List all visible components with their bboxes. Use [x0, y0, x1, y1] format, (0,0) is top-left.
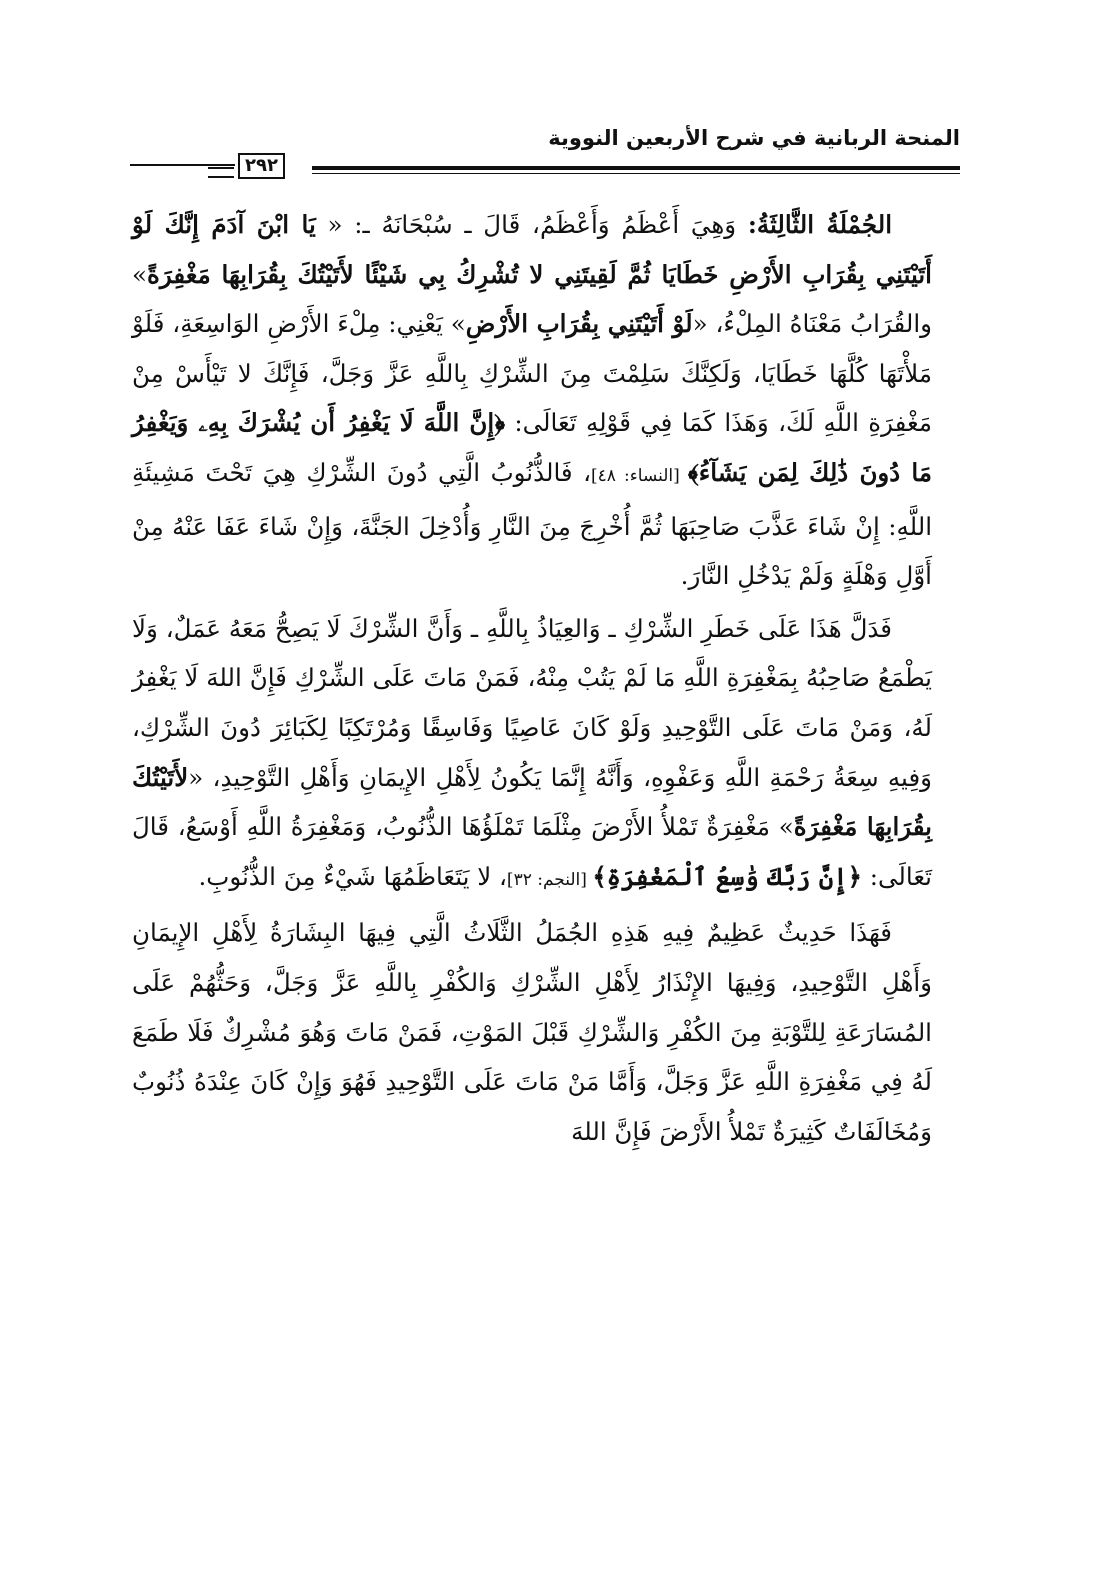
header-rule-short	[208, 167, 234, 178]
quran-verse: ﴿إِنَّ اللَّهَ لَا يَغْفِرُ أَن يُشْرَكَ بِهِۦ وَيَغْفِرُ مَا دُونَ ذَٰلِكَ لِمَن يَشَآءُ﴾	[132, 408, 932, 487]
paragraph-2	[132, 604, 932, 906]
text-run: وَهِيَ أَعْظَمُ وَأَعْظَمُ، قَالَ ـ سُبْحَانَهُ ـ: «	[315, 210, 748, 239]
verse-reference: [النجم: ٣٢]	[506, 869, 593, 890]
text-run: فَهَذَا حَدِيثٌ عَظِيمٌ فِيهِ هَذِهِ الجُمَلُ الثَّلَاثُ الَّتِي فِيهَا البِشَارَةُ لِأَهْلِ الإِيمَانِ وَأَهْلِ التَّوْحِيدِ، وَفِيهَا الإِنْذَارُ لِأَهْلِ الشِّرْكِ وَالكُفْرِ بِاللَّهِ عَزَّ وَجَلَّ، وَحَثُّهُمْ عَلَى المُسَارَعَةِ لِلتَّوْبَةِ مِنَ الكُفْرِ وَالشِّرْكِ قَبْلَ المَوْتِ، فَمَنْ مَاتَ وَهُوَ مُشْرِكٌ فَلَا طَمَعَ لَهُ فِي مَغْفِرَةِ اللَّهِ عَزَّ وَجَلَّ، وَأَمَّا مَنْ مَاتَ عَلَى التَّوْحِيدِ فَهُوَ وَإِنْ كَانَ عِنْدَهُ ذُنُوبٌ وَمُخَالَفَاتٌ كَثِيرَةٌ تَمْلأُ الأَرْضَ فَإِنَّ اللهَ	[132, 918, 932, 1146]
text-run: » مَغْفِرَةٌ تَمْلأُ الأَرْضَ مِثْلَمَا تَمْلَؤُهَا الذُّنُوبُ، وَمَغْفِرَةُ اللَّهِ أَوْسَعُ، قَالَ تَعَالَى:	[132, 812, 932, 891]
page-number: ٢٩٢	[238, 153, 285, 179]
page-body	[132, 200, 932, 1156]
section-heading: الجُمْلَةُ الثَّالِثَةُ:	[747, 210, 892, 239]
hadith-quote: لأَتَيْتُكَ بِقُرَابِهَا مَغْفِرَةً	[132, 762, 932, 842]
text-run: ، لا يَتَعَاظَمُهَا شَيْءٌ مِنَ الذُّنُوبِ.	[198, 861, 507, 891]
text-run: فَدَلَّ هَذَا عَلَى خَطَرِ الشِّرْكِ ـ وَالعِيَاذُ بِاللَّهِ ـ وَأَنَّ الشِّرْكَ لَا يَصِحُّ مَعَهُ عَمَلٌ، وَلَا يَطْمَعُ صَاحِبُهُ بِمَغْفِرَةِ اللَّهِ مَا لَمْ يَتُبْ مِنْهُ، فَمَنْ مَاتَ عَلَى الشِّرْكِ فَإِنَّ اللهَ لَا يَغْفِرُ لَهُ، وَمَنْ مَاتَ عَلَى التَّوْحِيدِ وَلَوْ كَانَ عَاصِيًا وَفَاسِقًا وَمُرْتَكِبًا لِكَبَائِرَ دُونَ الشِّرْكِ، وَفِيهِ سِعَةُ رَحْمَةِ اللَّهِ وَعَفْوِهِ، وَأَنَّهُ إِنَّمَا يَكُونُ لِأَهْلِ الإِيمَانِ وَأَهْلِ التَّوْحِيدِ، «	[132, 613, 932, 792]
text-run: ، فَالذُّنُوبُ الَّتِي دُونَ الشِّرْكِ هِيَ تَحْتَ مَشِيئَةِ اللَّهِ: إِنْ شَاءَ عَذَّبَ صَاحِبَهَا ثُمَّ أُخْرِجَ مِنَ النَّارِ وَأُدْخِلَ الجَنَّةَ، وَإِنْ شَاءَ عَفَا عَنْهُ مِنْ أَوَّلِ وَهْلَةٍ وَلَمْ يَدْخُلِ النَّارَ.	[132, 457, 932, 591]
book-title: المنحة الربانية في شرح الأربعين النووية	[548, 126, 960, 150]
paragraph-1	[132, 200, 932, 601]
paragraph-3	[132, 908, 932, 1156]
header-rule-thick	[312, 166, 960, 170]
hadith-quote: لَوْ أَتَيْتَنِي بِقُرَابِ الأَرْضِ	[465, 309, 693, 339]
page-header	[130, 126, 960, 186]
header-rule-thin	[312, 173, 960, 174]
header-rule-left	[130, 164, 235, 166]
text-run: » والقُرَابُ مَعْنَاهُ المِلْءُ، «	[132, 259, 933, 339]
hadith-quote: يَا ابْنَ آدَمَ إِنَّكَ لَوْ أَتَيْتَنِي بِقُرَابِ الأَرْضِ خَطَايَا ثُمَّ لَقِيتَنِي لا تُشْرِكُ بِي شَيْئًا لأَتَيْتُكَ بِقُرَابِهَا مَغْفِرَةً	[132, 210, 932, 289]
text-run: » يَعْنِي: مِلْءَ الأَرْضِ الوَاسِعَةِ، فَلَوْ مَلأْتَهَا كُلَّهَا خَطَايَا، وَلَكِنَّكَ سَلِمْتَ مِنَ الشِّرْكِ بِاللَّهِ عَزَّ وَجَلَّ، فَإِنَّكَ لا تَيْأَسْ مِنْ مَغْفِرَةِ اللَّهِ لَكَ، وَهَذَا كَمَا فِي قَوْلِهِ تَعَالَى:	[132, 309, 932, 438]
quran-verse: ﴿إِنَّ رَبَّكَ وَٰسِعُ ٱلْمَغْفِرَةِ﴾	[592, 861, 862, 891]
verse-reference: [النساء: ٤٨]	[591, 465, 688, 486]
